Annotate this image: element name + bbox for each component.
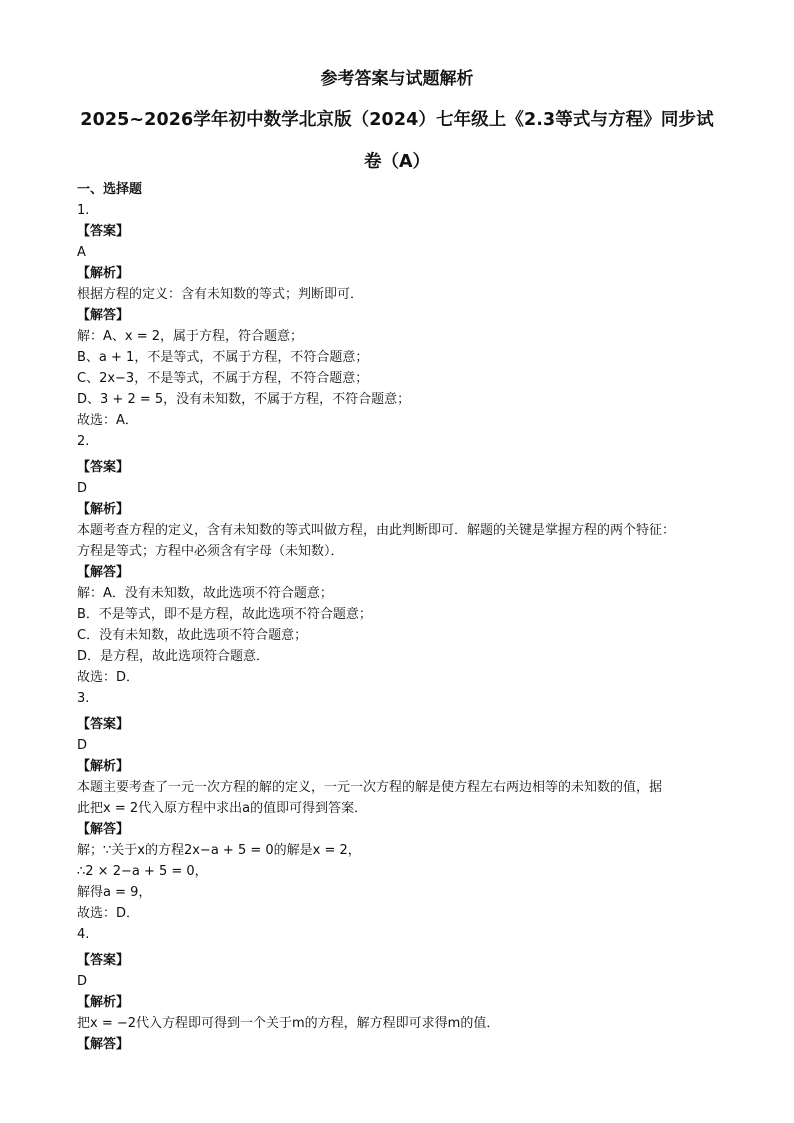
doc-subtitle-line2: 卷（A） <box>363 152 431 172</box>
question-2 <box>77 431 737 688</box>
analysis-label: 【解析】 <box>77 502 130 517</box>
solution-line: 解；∵关于x的方程2x−a + 5 = 0的解是x = 2， <box>77 843 361 858</box>
solution-line: B．不是等式，即不是方程，故此选项不符合题意； <box>77 607 372 622</box>
solution-label: 【解答】 <box>77 1037 130 1052</box>
section-title: 一、选择题 <box>77 182 143 197</box>
solution-line: 故选：D． <box>77 670 140 685</box>
solution-line: ∴2 × 2−a + 5 = 0， <box>77 864 208 879</box>
question-number: 1. <box>77 203 90 218</box>
solution-line: 解：A．没有未知数，故此选项不符合题意； <box>77 586 333 601</box>
solution-line: D．是方程，故此选项符合题意． <box>77 649 270 664</box>
question-1 <box>77 200 737 431</box>
doc-heading: 参考答案与试题解析 <box>320 69 474 89</box>
analysis-text: 此把x = 2代入原方程中求出a的值即可得到答案． <box>77 801 368 816</box>
question-3 <box>77 688 737 924</box>
solution-line: C．没有未知数，故此选项不符合题意； <box>77 628 308 643</box>
solution-line: C、2x−3，不是等式，不属于方程，不符合题意； <box>77 371 369 386</box>
question-number: 2. <box>77 434 90 449</box>
answer-value: D <box>77 974 88 989</box>
solution-label: 【解答】 <box>77 822 130 837</box>
question-number: 3. <box>77 691 90 706</box>
answer-value: A <box>77 245 86 260</box>
analysis-label: 【解析】 <box>77 266 130 281</box>
answer-label: 【答案】 <box>77 224 130 239</box>
analysis-text: 把x = −2代入方程即可得到一个关于m的方程，解方程即可求得m的值． <box>77 1016 500 1031</box>
analysis-text: 根据方程的定义：含有未知数的等式；判断即可． <box>77 287 364 302</box>
answer-value: D <box>77 738 88 753</box>
analysis-text: 方程是等式；方程中必须含有字母（未知数）． <box>77 544 344 559</box>
answer-label: 【答案】 <box>77 717 130 732</box>
answer-value: D <box>77 481 88 496</box>
doc-subtitle-line1: 2025~2026学年初中数学北京版（2024）七年级上《2.3等式与方程》同步试 <box>80 110 714 130</box>
solution-line: B、a + 1，不是等式，不属于方程，不符合题意； <box>77 350 369 365</box>
analysis-text: 本题主要考查了一元一次方程的解的定义，一元一次方程的解是使方程左右两边相等的未知数的值，据 <box>77 780 663 795</box>
solution-label: 【解答】 <box>77 565 130 580</box>
document-body <box>77 179 737 1055</box>
question-4 <box>77 924 737 1055</box>
solution-line: 解：A、x = 2，属于方程，符合题意； <box>77 329 304 344</box>
solution-label: 【解答】 <box>77 308 130 323</box>
analysis-label: 【解析】 <box>77 759 130 774</box>
answer-label: 【答案】 <box>77 953 130 968</box>
answer-label: 【答案】 <box>77 460 130 475</box>
solution-line: 解得a = 9， <box>77 885 152 900</box>
analysis-text: 本题考查方程的定义，含有未知数的等式叫做方程，由此判断即可．解题的关键是掌握方程的两个特征： <box>77 523 676 538</box>
solution-line: D、3 + 2 = 5，没有未知数，不属于方程，不符合题意； <box>77 392 411 407</box>
solution-line: 故选：A． <box>77 413 138 428</box>
solution-line: 故选：D． <box>77 906 140 921</box>
analysis-label: 【解析】 <box>77 995 130 1010</box>
question-number: 4. <box>77 927 90 942</box>
